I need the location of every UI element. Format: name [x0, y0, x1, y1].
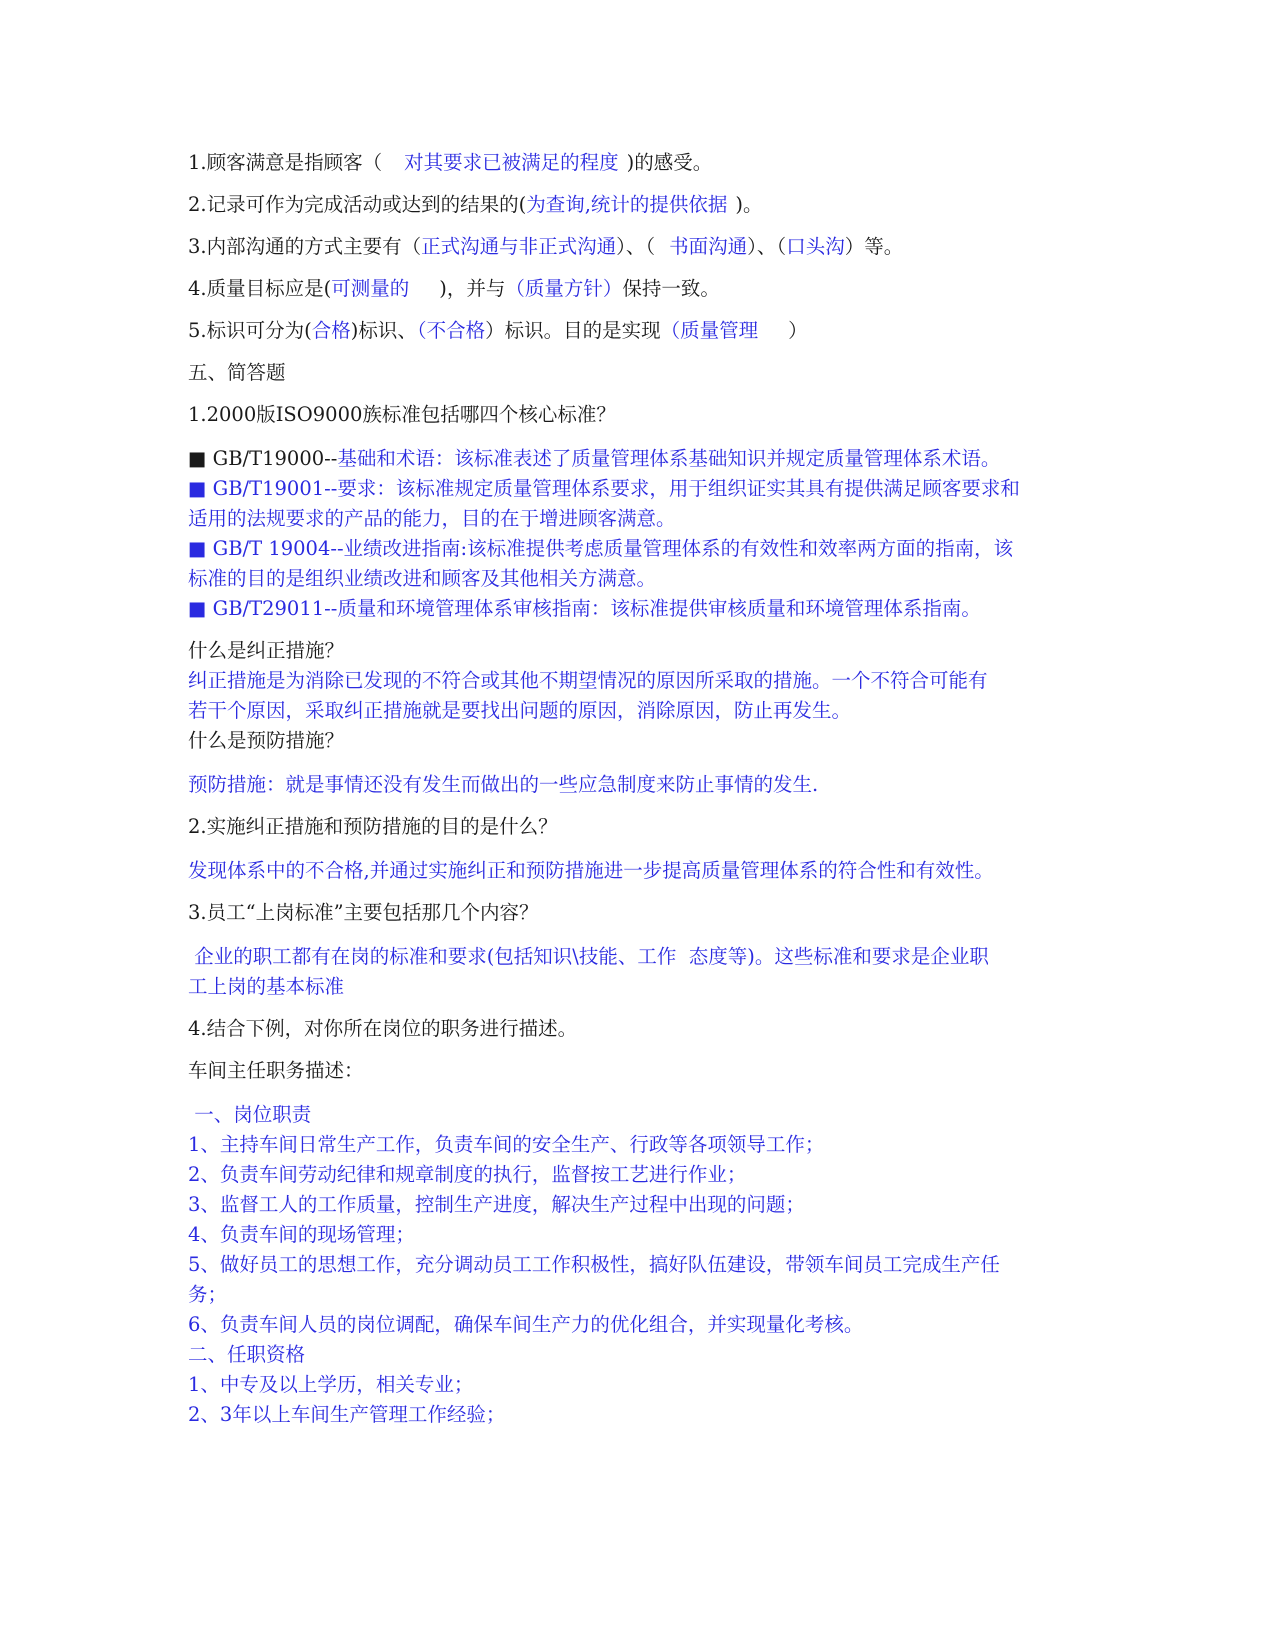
question-number: 2. — [188, 193, 207, 216]
list-item: 3、监督工人的工作质量，控制生产进度，解决生产过程中出现的问题； — [188, 1193, 805, 1216]
corrective-question: 什么是纠正措施？ — [188, 639, 345, 662]
q3-answer — [188, 942, 1088, 1002]
list-item: 4、负责车间的现场管理； — [188, 1223, 415, 1246]
standard-code: GB/T29011-- — [212, 597, 338, 620]
list-item — [188, 594, 1088, 624]
answer-text: （不合格 — [416, 319, 486, 342]
answer-text: 为查询,统计的提供依据 — [526, 193, 728, 216]
question-text: 记录可作为完成活动或达到的结果的( — [206, 193, 527, 216]
q3-answer-line: 企业的职工都有在岗的标准和要求(包括知识\技能、工作 态度等)。这些标准和要求是企业职 — [188, 945, 989, 968]
standard-code: GB/T19001-- — [212, 477, 338, 500]
answer-text: 正式沟通与非正式沟通 — [421, 235, 617, 258]
qualifications-section — [188, 1340, 1088, 1430]
bullet-icon: ■ — [188, 597, 207, 620]
preventive-answer: 预防措施：就是事情还没有发生而做出的一些应急制度来防止事情的发生. — [188, 773, 819, 796]
list-item-continuation: 适用的法规要求的产品的能力，目的在于增进顾客满意。 — [188, 507, 676, 530]
corrective-answer-line: 若干个原因，采取纠正措施就是要找出问题的原因，消除原因，防止再发生。 — [188, 699, 852, 722]
preventive-question: 什么是预防措施？ — [188, 729, 345, 752]
duties-title: 一、岗位职责 — [188, 1103, 312, 1126]
duties-section — [188, 1100, 1088, 1340]
fill-question-1 — [188, 148, 1088, 178]
answer-text: 口头沟 — [786, 235, 845, 258]
question-text: 顾客满意是指顾客（ — [206, 151, 383, 174]
q2-answer: 发现体系中的不合格,并通过实施纠正和预防措施进一步提高质量管理体系的符合性和有效性。 — [188, 859, 994, 882]
qualifications-title: 二、任职资格 — [188, 1343, 306, 1366]
question-number: 3. — [188, 235, 207, 258]
list-item — [188, 444, 1088, 474]
q3-question: 3.员工“上岗标准”主要包括那几个内容？ — [188, 901, 539, 924]
question-text: )。 — [735, 193, 763, 216]
standard-description: 要求：该标准规定质量管理体系要求，用于组织证实其具有提供满足顾客要求和 — [337, 477, 1020, 500]
answer-text: 书面沟通 — [669, 235, 748, 258]
list-item: 5、做好员工的思想工作，充分调动员工工作积极性，搞好队伍建设，带领车间员工完成生产任 — [188, 1253, 1000, 1276]
fill-question-2 — [188, 190, 1088, 220]
list-item — [188, 534, 1088, 564]
list-item-continuation: 标准的目的是组织业绩改进和顾客及其他相关方满意。 — [188, 567, 657, 590]
q3-answer-line: 工上岗的基本标准 — [188, 975, 345, 998]
question-text: ） — [788, 319, 808, 342]
question-text: 内部沟通的方式主要有（ — [206, 235, 422, 258]
section-title: 五、简答题 — [188, 361, 286, 384]
list-item: 1、中专及以上学历，相关专业； — [188, 1373, 474, 1396]
answer-text: （质量方针） — [505, 277, 623, 300]
q2-question: 2.实施纠正措施和预防措施的目的是什么？ — [188, 815, 558, 838]
bullet-icon: ■ — [188, 537, 207, 560]
list-item: 6、负责车间人员的岗位调配，确保车间生产力的优化组合，并实现量化考核。 — [188, 1313, 864, 1336]
q1-answer — [188, 444, 1088, 624]
question-text: 质量目标应是( — [206, 277, 332, 300]
bullet-icon: ■ — [188, 477, 207, 500]
answer-text: 可测量的 — [331, 277, 410, 300]
fill-question-4 — [188, 274, 1088, 304]
question-number: 5. — [188, 319, 207, 342]
document-page — [188, 148, 1088, 1430]
standard-code: GB/T 19004-- — [212, 537, 344, 560]
standard-description: 业绩改进指南:该标准提供考虑质量管理体系的有效性和效率两方面的指南，该 — [343, 537, 1014, 560]
question-number: 4. — [188, 277, 207, 300]
question-text: ）、（ — [616, 235, 656, 258]
list-item: 2、负责车间劳动纪律和规章制度的执行，监督按工艺进行作业； — [188, 1163, 747, 1186]
standard-code: GB/T19000-- — [212, 447, 338, 470]
fill-question-3 — [188, 232, 1088, 262]
standard-description: 质量和环境管理体系审核指南：该标准提供审核质量和环境管理体系指南。 — [337, 597, 981, 620]
list-item-continuation: 务； — [188, 1283, 228, 1306]
bullet-icon: ■ — [188, 447, 207, 470]
standard-description: 基础和术语：该标准表述了质量管理体系基础知识并规定质量管理体系术语。 — [337, 447, 1001, 470]
question-number: 1. — [188, 151, 207, 174]
question-text: )标识、 — [350, 319, 417, 342]
list-item: 1、主持车间日常生产工作，负责车间的安全生产、行政等各项领导工作； — [188, 1133, 825, 1156]
question-text: ）等。 — [844, 235, 904, 258]
corrective-answer-line: 纠正措施是为消除已发现的不符合或其他不期望情况的原因所采取的措施。一个不符合可能有 — [188, 669, 988, 692]
question-text: ）、（ — [747, 235, 787, 258]
q4-question: 4.结合下例，对你所在岗位的职务进行描述。 — [188, 1017, 578, 1040]
question-text: 保持一致。 — [622, 277, 720, 300]
answer-text: 合格 — [311, 319, 351, 342]
fill-question-5 — [188, 316, 1088, 346]
q1-question: 1.2000版ISO9000族标准包括哪四个核心标准？ — [188, 403, 616, 426]
question-text: )的感受。 — [626, 151, 713, 174]
q4-subtitle: 车间主任职务描述： — [188, 1059, 364, 1082]
question-text: ）标识。目的是实现 — [485, 319, 661, 342]
list-item: 2、3年以上车间生产管理工作经验； — [188, 1403, 506, 1426]
list-item — [188, 474, 1088, 504]
question-text: )，并与 — [439, 277, 506, 300]
answer-text: 对其要求已被满足的程度 — [404, 151, 619, 174]
question-text: 标识可分为( — [206, 319, 312, 342]
answer-text: （质量管理 — [660, 319, 759, 342]
